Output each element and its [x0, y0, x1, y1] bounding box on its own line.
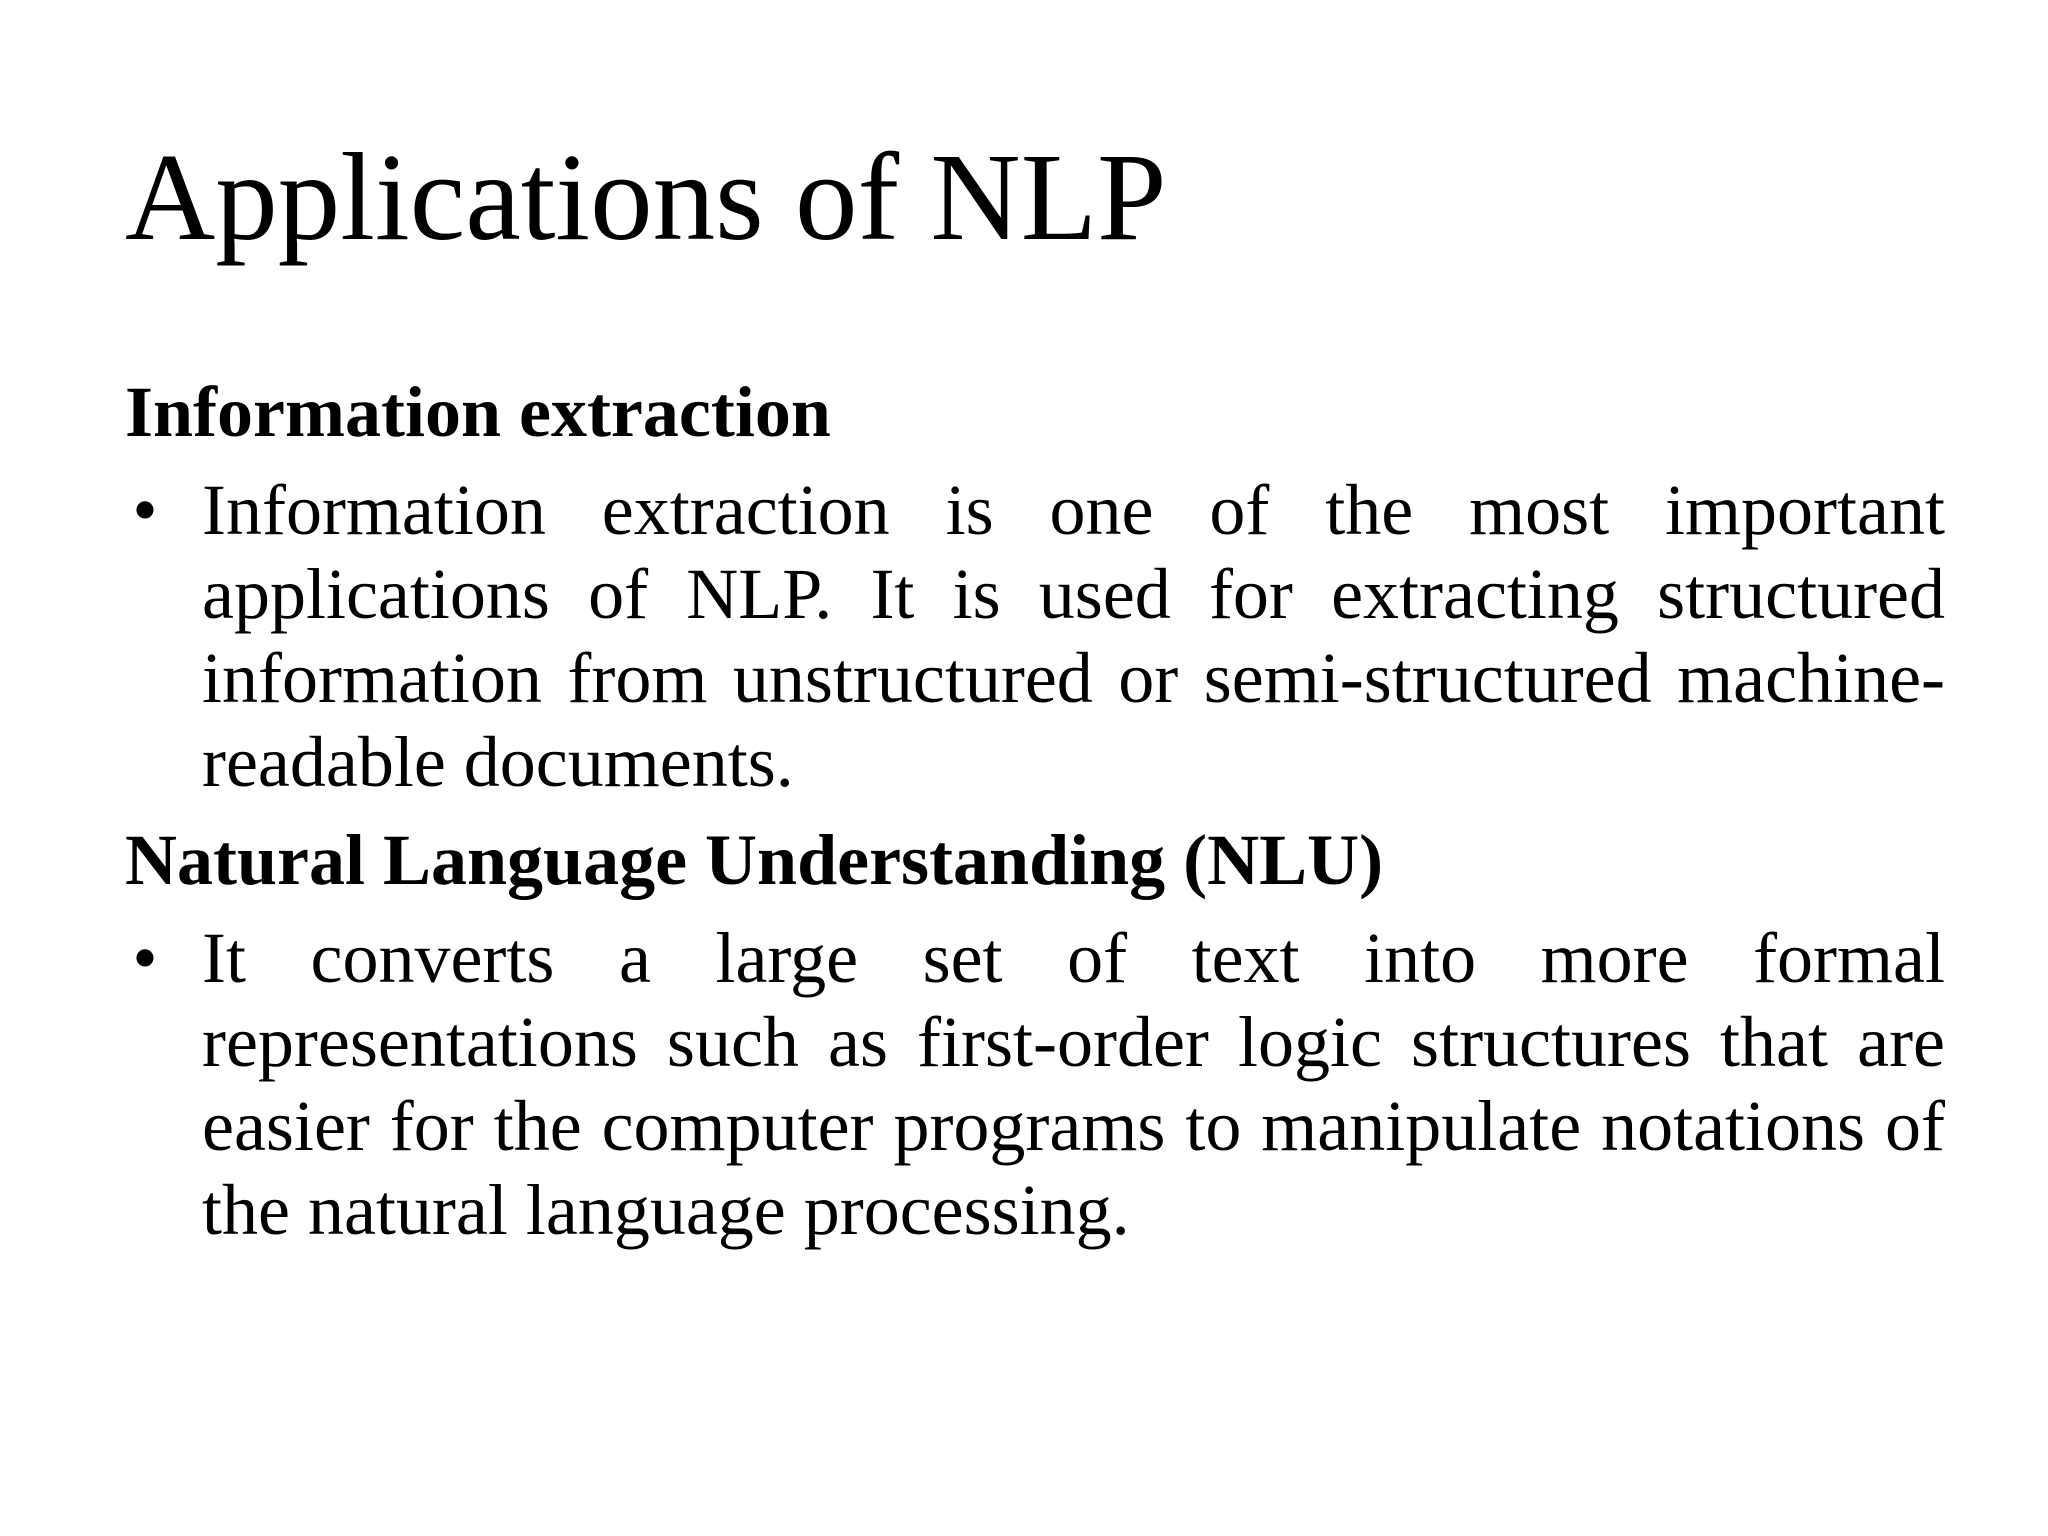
bullet-text: It converts a large set of text into more formal representations such as first-order logic structures that are easier for the computer programs to manipulate notations of the natural language processing. — [202, 918, 1945, 1250]
slide-content — [125, 368, 1945, 1264]
section-heading-nlu: Natural Language Understanding (NLU) — [125, 820, 1384, 900]
slide-title: Applications of NLP — [125, 129, 1167, 267]
bullet-item — [125, 916, 1945, 1252]
section-heading-information-extraction: Information extraction — [125, 372, 831, 452]
bullet-icon: • — [132, 918, 158, 998]
bullet-list-nlu — [125, 916, 1945, 1252]
bullet-icon: • — [132, 470, 158, 550]
bullet-list-information-extraction — [125, 468, 1945, 804]
bullet-item — [125, 468, 1945, 804]
bullet-text: Information extraction is one of the most important applications of NLP. It is used for extracting structured information from unstructured or semi-structured machine-readable documents. — [202, 470, 1945, 802]
